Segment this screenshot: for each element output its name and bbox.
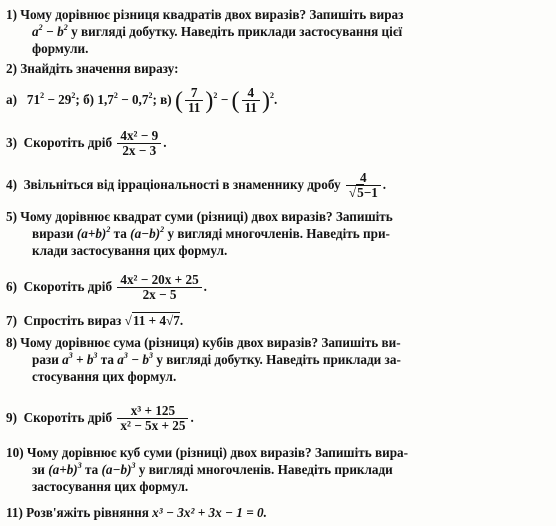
q4-fraction: $\frac{4}{√5-1}$	[346, 171, 381, 200]
question-1: 1) Чому дорівнює різниця квадратів двох виразів? Запишіть вираз $a^2 - b^2$ у вигляді добутку. Наведіть приклади застосування цієї формули.	[6, 6, 546, 57]
q10-line2: у вигляді многочленів. Наведіть приклади	[138, 462, 393, 477]
q9-fraction: $\frac{\text{x³ + 125}}{\text{x² − 5x + 25}}$	[117, 404, 188, 433]
q10-line3: застосування цих формул.	[32, 479, 189, 494]
q11-equation: x³ − 3x² + 3x − 1 = 0.	[152, 505, 267, 520]
q1-expression: $a^2 - b^2$	[32, 23, 68, 39]
question-10: 10) Чому дорівнює куб суми (різниці) двох виразів? Запишіть вира- зи $(a+b)^3$ та $(a-b)^3$ у вигляді многочленів. Наведіть приклади застосування цих формул.	[6, 444, 546, 495]
q10-line1: Чому дорівнює куб суми (різниці) двох виразів? Запишіть вира-	[26, 445, 409, 460]
q5-line3: клади застосування цих формул.	[32, 243, 228, 258]
q7-text: Спростіть вираз	[23, 313, 122, 328]
q8-line3: стосування цих формул.	[32, 369, 177, 384]
q1-line2: у вигляді добутку. Наведіть приклади застосування цієї	[71, 24, 403, 39]
q4-text: Звільніться від ірраціональності в знаменнику дробу	[23, 177, 341, 192]
question-5: 5) Чому дорівнює квадрат суми (різниці) двох виразів? Запишіть вирази $(a+b)^2$ та $(a-b)^2$ у вигляді многочленів. Наведіть при- клади застосування цих формул.	[6, 208, 546, 259]
question-7: 7) Спростіть вираз √11 + 4√7.	[6, 313, 184, 328]
q6-text: Скоротіть дріб	[23, 279, 113, 294]
question-4: 4) Звільніться від ірраціональності в знаменнику дробу $\frac{4}{√5-1}$ .	[6, 170, 387, 201]
question-6: 6) Скоротіть дріб $\frac{\text{4x² − 20x + 25}}{2x - 5}$ .	[6, 272, 207, 303]
q5-line1: Чому дорівнює квадрат суми (різниці) двох виразів? Запишіть	[20, 209, 393, 224]
q3-text: Скоротіть дріб	[23, 135, 113, 150]
q3-fraction: $\frac{\text{4x² − 9}}{2x - 3}$	[117, 129, 161, 158]
question-2: 2) Знайдіть значення виразу:	[6, 61, 179, 76]
q5-line2: у вигляді многочленів. Наведіть при-	[167, 226, 390, 241]
question-9: 9) Скоротіть дріб $\frac{\text{x³ + 125}}{\text{x² − 5x + 25}}$ .	[6, 403, 194, 434]
q1-line1: Чому дорівнює різниця квадратів двох виразів? Запишіть вираз	[20, 7, 404, 22]
question-3: 3) Скоротіть дріб $\frac{\text{4x² − 9}}{2x - 3}$ .	[6, 128, 167, 159]
q8-line2: у вигляді добутку. Наведіть приклади за-	[156, 352, 401, 367]
q6-fraction: $\frac{\text{4x² − 20x + 25}}{2x - 5}$	[117, 273, 201, 302]
q9-text: Скоротіть дріб	[23, 410, 113, 425]
q8-line1: Чому дорівнює сума (різниця) кубів двох виразів? Запишіть ви-	[20, 335, 401, 350]
q1-line3: формули.	[32, 41, 89, 56]
q11-text: Розв'яжіть рівняння	[26, 505, 149, 520]
question-11: 11) Розв'яжіть рівняння x³ − 3x² + 3x − 1 = 0.	[6, 505, 267, 520]
question-2-parts: а) $71^2 - 29^2$; б) $1,7^2 - 0,7^2$; в) ( $\frac{7}{11}$ )$^2$ − ( $\frac{4}{11}$ )$^2$.	[6, 85, 278, 116]
q7-radical: 11 + 4√7	[132, 313, 180, 328]
q2-text: Знайдіть значення виразу:	[20, 61, 179, 76]
question-8: 8) Чому дорівнює сума (різниця) кубів двох виразів? Запишіть ви- рази $a^3 + b^3$ та $a^3 - b^3$ у вигляді добутку. Наведіть приклади за- стосування цих формул.	[6, 334, 546, 385]
q2-fraction-2: $\frac{4}{11}$	[242, 86, 260, 115]
q2-fraction-1: $\frac{7}{11}$	[185, 86, 203, 115]
